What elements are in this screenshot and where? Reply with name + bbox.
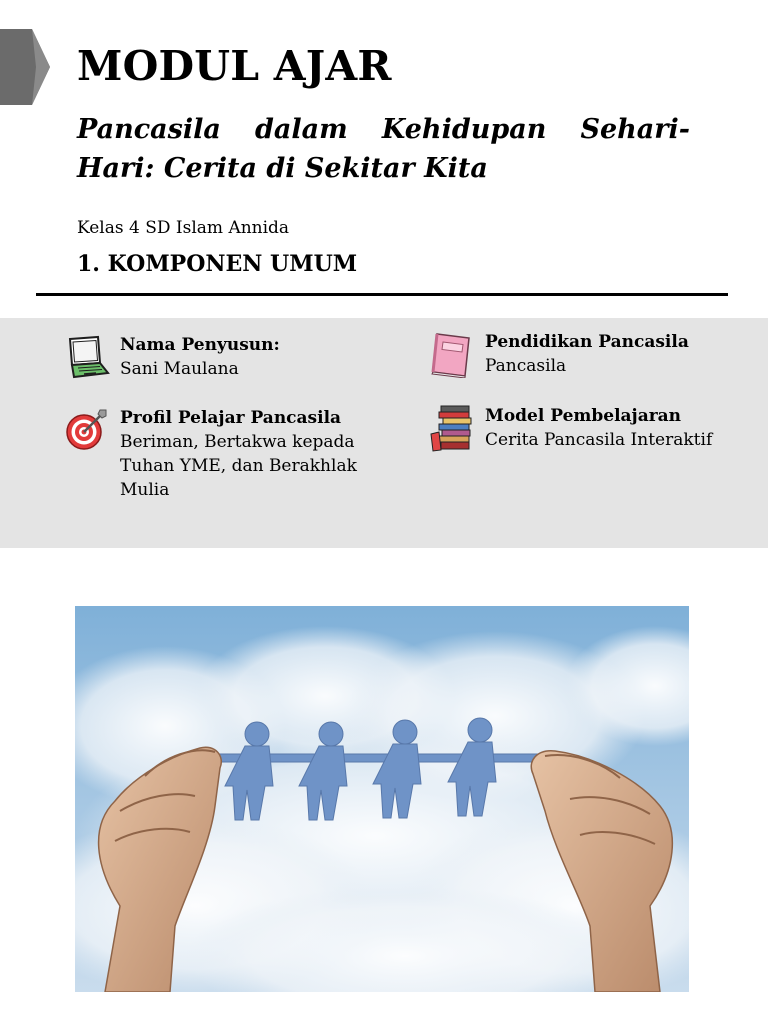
cover-photo <box>75 606 689 992</box>
book-icon <box>427 330 475 378</box>
target-icon <box>62 406 110 454</box>
info-item-profil <box>62 406 402 502</box>
info-item-model <box>427 404 712 452</box>
section-divider <box>36 293 728 296</box>
page-title: MODUL AJAR <box>77 42 392 90</box>
laptop-icon <box>62 333 110 381</box>
pendidikan-value: Pancasila <box>485 356 567 376</box>
model-value: Cerita Pancasila Interaktif <box>485 430 713 450</box>
info-item-penyusun <box>62 333 280 381</box>
profil-label: Profil Pelajar Pancasila <box>120 408 342 428</box>
books-stack-icon <box>427 404 475 452</box>
profil-value: Beriman, Bertakwa kepada Tuhan YME, dan Berakhlak Mulia <box>120 432 357 500</box>
pendidikan-label: Pendidikan Pancasila <box>485 332 689 352</box>
section-heading: 1. KOMPONEN UMUM <box>77 251 358 277</box>
model-label: Model Pembelajaran <box>485 406 682 426</box>
class-line: Kelas 4 SD Islam Annida <box>77 218 290 238</box>
tab-marker-arrow <box>0 29 50 105</box>
page-subtitle: Pancasila dalam Kehidupan Sehari-Hari: Cerita di Sekitar Kita <box>77 114 690 184</box>
info-item-pendidikan <box>427 330 689 378</box>
penyusun-value: Sani Maulana <box>120 359 239 379</box>
penyusun-label: Nama Penyusun: <box>120 335 280 355</box>
